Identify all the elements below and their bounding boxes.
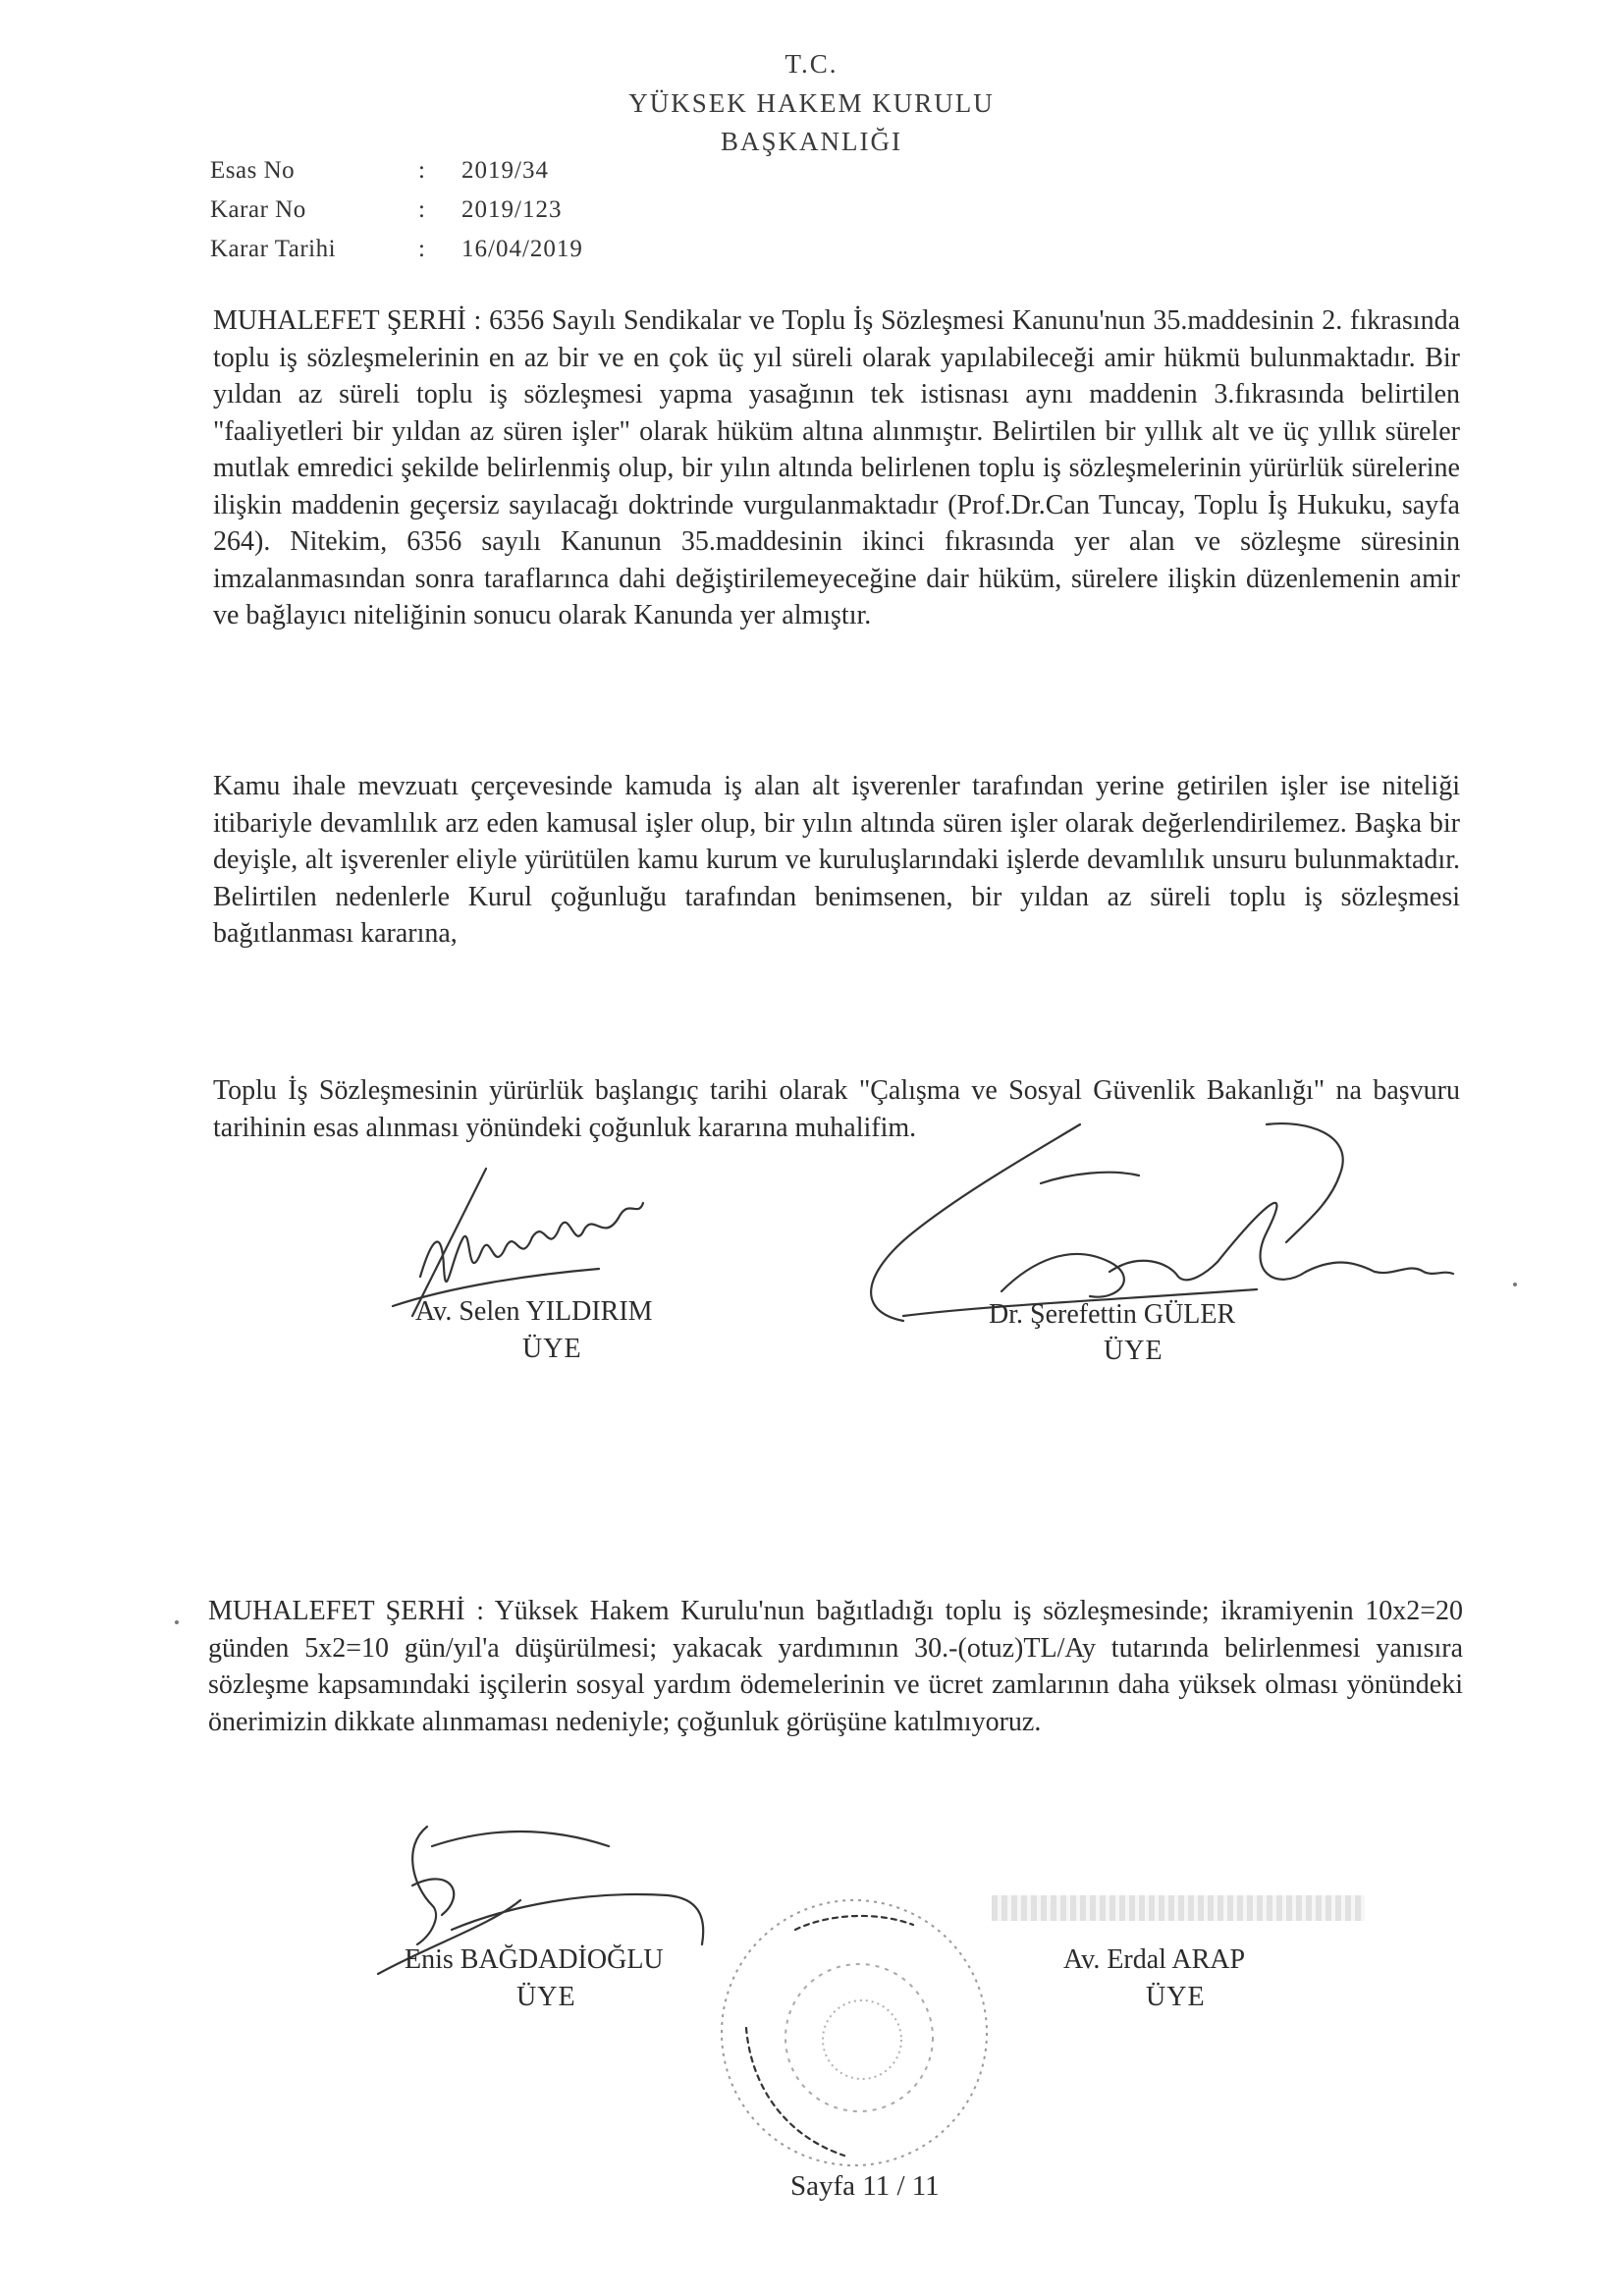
- signer-role: ÜYE: [1146, 1982, 1206, 2012]
- tarih-label: Karar Tarihi: [210, 236, 337, 262]
- karar-colon: :: [418, 196, 425, 223]
- esas-colon: :: [418, 157, 425, 184]
- signer-role: ÜYE: [516, 1982, 576, 2012]
- signer-role: ÜYE: [522, 1334, 582, 1364]
- dissent1-paragraph2: Kamu ihale mevzuatı çerçevesinde kamuda iş alan alt işverenler tarafından yerine getirilen işler ise niteliği itibariyle devamlılık arz eden kamusal işler olup, bir yılın altında süren işler olarak değerlendirilemez. Başka bir deyişle, alt işverenler eliyle yürütülen kamu kurum ve kuruluşlarındaki işlerde devamlılık unsuru bulunmaktadır. Belirtilen nedenlerle Kurul çoğunluğu tarafından benimsenen, bir yıldan az süreli toplu iş sözleşmesi bağıtlanması kararına,: [213, 771, 1460, 949]
- tarih-colon: :: [418, 236, 425, 262]
- header-institution: YÜKSEK HAKEM KURULU: [628, 88, 995, 118]
- official-seal: [707, 1871, 1021, 2195]
- signer-name: Dr. Şerefettin GÜLER: [989, 1299, 1236, 1330]
- dissent1-paragraph1: MUHALEFET ŞERHİ : 6356 Sayılı Sendikalar ve Toplu İş Sözleşmesi Kanunu'nun 35.maddesinin 2. fıkrasında toplu iş sözleşmelerinin en az bir ve en çok üç yıl süreli olarak yapılabileceği amir hükmü bulunmaktadır. Bir yıldan az süreli toplu iş sözleşmesi yapma yasağının tek istisnası aynı maddenin 3.fıkrasında belirtilen "faaliyetleri bir yıldan az süren işler" olarak hüküm altına alınmıştır. Belirtilen bir yıllık alt ve üç yıllık süreler mutlak emredici şekilde belirlenmiş olup, bir yılın altında belirlenen toplu iş sözleşmelerinin yürürlük sürelerine ilişkin maddenin geçersiz sayılacağı doktrinde vurgulanmaktadır (Prof.Dr.Can Tuncay, Toplu İş Hukuku, sayfa 264). Nitekim, 6356 sayılı Kanunun 35.maddesinin ikinci fıkrasında yer alan ve sözleşme süresinin imzalanmasından sonra taraflarınca dahi değiştirilemeyeceğine dair hüküm, sürelere ilişkin düzenlemenin amir ve bağlayıcı niteliğinin sonucu olarak Kanunda yer almıştır.: [213, 305, 1460, 630]
- scan-speck: [1513, 1283, 1517, 1286]
- signer-name: Av. Selen YILDIRIM: [415, 1296, 653, 1327]
- header-tc: T.C.: [784, 49, 839, 79]
- signer-name: Av. Erdal ARAP: [1063, 1944, 1246, 1975]
- karar-label: Karar No: [210, 196, 306, 223]
- header-presidency: BAŞKANLIĞI: [721, 127, 902, 156]
- signer-role: ÜYE: [1104, 1336, 1163, 1366]
- esas-label: Esas No: [210, 157, 296, 184]
- dissent1-paragraph3: Toplu İş Sözleşmesinin yürürlük başlangıç tarihi olarak "Çalışma ve Sosyal Güvenlik Bakanlığı" na başvuru tarihinin esas alınması yönündeki çoğunluk kararına muhalifim.: [213, 1075, 1460, 1143]
- signer-name: Enis BAĞDADİOĞLU: [405, 1944, 664, 1975]
- dissent2-paragraph1: MUHALEFET ŞERHİ : Yüksek Hakem Kurulu'nun bağıtladığı toplu iş sözleşmesinde; ikramiyenin 10x2=20 günden 5x2=10 gün/yıl'a düşürülmesi; yakacak yardımının 30.-(otuz)TL/Ay tutarında belirlenmesi yanısıra sözleşme kapsamındaki işçilerin sosyal yardım ödemelerinin ve ücret zamlarının daha yüksek olması yönündeki önerimizin dikkate alınmaması nedeniyle; çoğunluk görüşüne katılmıyoruz.: [208, 1596, 1463, 1737]
- karar-value: 2019/123: [461, 196, 563, 223]
- esas-value: 2019/34: [461, 157, 549, 184]
- tarih-value: 16/04/2019: [461, 236, 583, 262]
- seal-header-stamp: [992, 1895, 1365, 1921]
- page-number: Sayfa 11 / 11: [790, 2170, 940, 2202]
- scan-speck: [175, 1620, 179, 1624]
